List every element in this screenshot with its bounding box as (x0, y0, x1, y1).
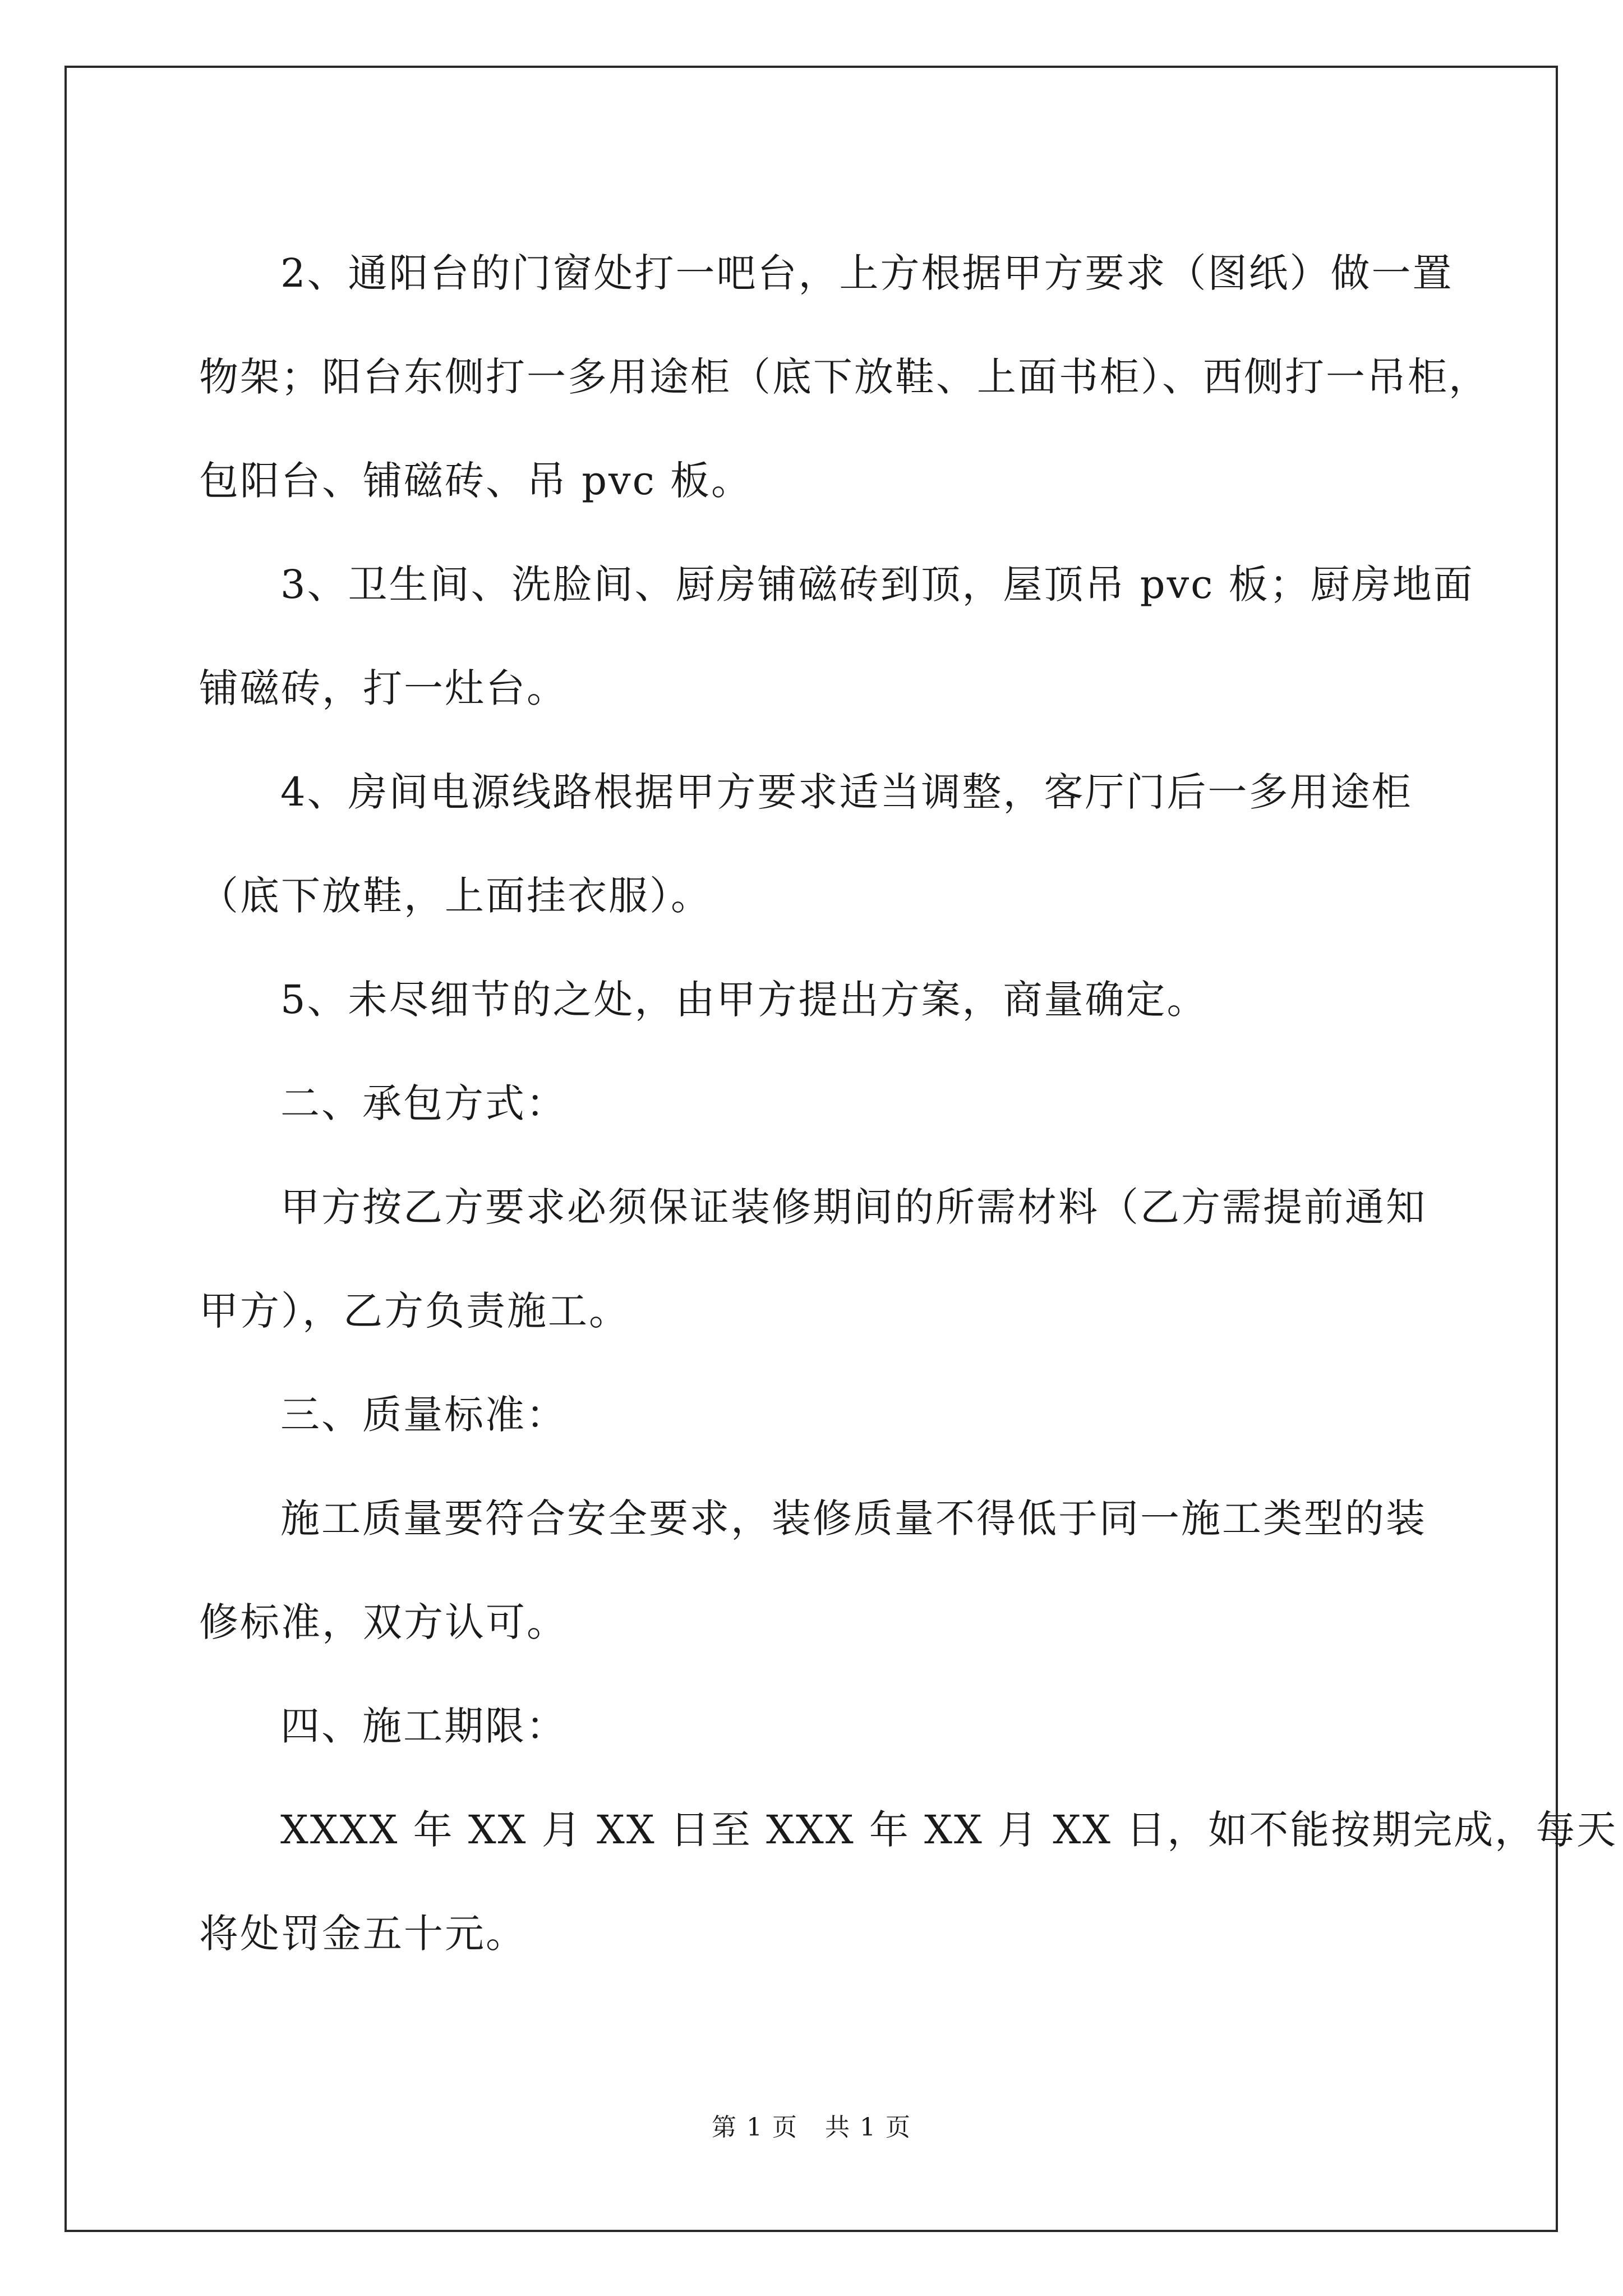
paragraph-line: 修标准，双方认可。 (199, 1599, 568, 1645)
page-number-total: 共 1 页 (825, 2113, 911, 2142)
paragraph-line: 2、通阳台的门窗处打一吧台，上方根据甲方要求（图纸）做一置 (280, 250, 1454, 296)
paragraph-item-5 (199, 948, 1433, 1052)
paragraph-item-2 (199, 222, 1490, 533)
paragraph-line: （底下放鞋，上面挂衣服）。 (199, 873, 712, 919)
section-heading-quality-standard (199, 1363, 1433, 1467)
document-body (199, 222, 1618, 1986)
section-heading-construction-period (199, 1674, 1433, 1778)
paragraph-line: 物架；阳台东侧打一多用途柜（底下放鞋、上面书柜）、西侧打一吊柜， (199, 354, 1490, 400)
paragraph-item-4 (199, 740, 1433, 948)
paragraph-line: 将处罚金五十元。 (199, 1911, 527, 1957)
page-number-current: 第 1 页 (712, 2113, 798, 2142)
section-heading: 二、承包方式： (280, 1080, 567, 1126)
paragraph-construction-period (199, 1778, 1618, 1986)
paragraph-line: 包阳台、铺磁砖、吊 pvc 板。 (199, 458, 753, 504)
page-footer (0, 2112, 1623, 2143)
paragraph-line: 4、房间电源线路根据甲方要求适当调整，客厅门后一多用途柜 (280, 769, 1413, 815)
section-heading: 三、质量标准： (280, 1392, 567, 1438)
paragraph-line: XXXX 年 XX 月 XX 日至 XXX 年 XX 月 XX 日，如不能按期完成，每天 (280, 1807, 1618, 1853)
paragraph-item-3 (199, 533, 1474, 740)
paragraph-quality-standard (199, 1467, 1433, 1674)
section-heading: 四、施工期限： (280, 1703, 567, 1749)
paragraph-line: 3、卫生间、洗脸间、厨房铺磁砖到顶，屋顶吊 pvc 板；厨房地面 (280, 562, 1474, 608)
paragraph-line: 甲方），乙方负责施工。 (199, 1288, 630, 1334)
paragraph-line: 施工质量要符合安全要求，装修质量不得低于同一施工类型的装 (280, 1496, 1427, 1542)
paragraph-line: 甲方按乙方要求必须保证装修期间的所需材料（乙方需提前通知 (280, 1184, 1427, 1230)
paragraph-line: 铺磁砖，打一灶台。 (199, 665, 568, 711)
paragraph-line: 5、未尽细节的之处，由甲方提出方案，商量确定。 (280, 977, 1208, 1023)
section-heading-contract-method (199, 1052, 1433, 1156)
paragraph-contract-method (199, 1156, 1433, 1363)
